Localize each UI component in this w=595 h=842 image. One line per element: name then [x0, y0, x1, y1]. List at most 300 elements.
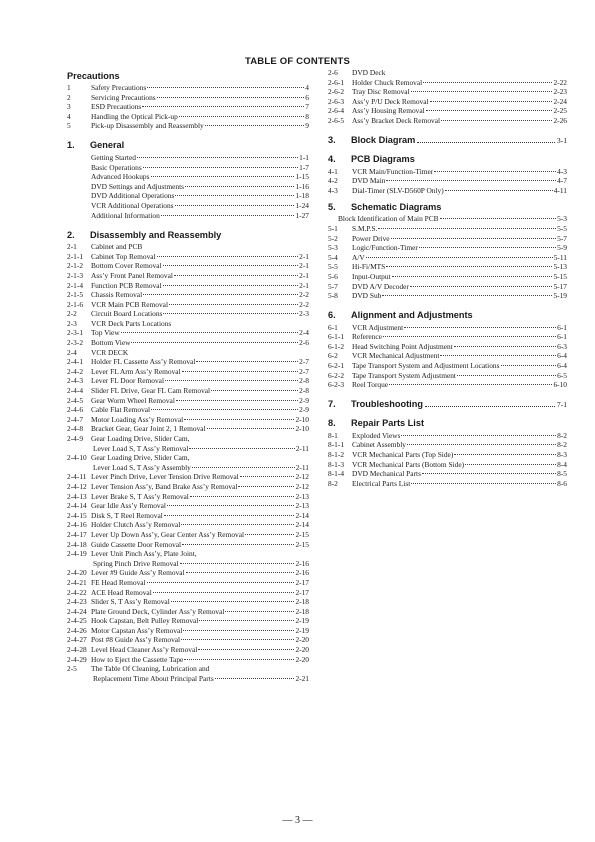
toc-entry[interactable] — [67, 674, 309, 684]
entry-title: Dial-Timer (SLV-D560P Only) — [352, 185, 444, 195]
entry-number: 5-5 — [328, 262, 338, 272]
toc-entry[interactable] — [67, 83, 309, 93]
entry-title: Cabinet Top Removal — [91, 251, 156, 261]
entry-page-number: 2-18 — [295, 606, 309, 616]
toc-entry[interactable] — [67, 511, 309, 521]
toc-entry[interactable] — [328, 282, 567, 292]
entry-number: 2-6-1 — [328, 77, 345, 87]
dot-leader — [238, 486, 294, 487]
entry-number: 2-4-16 — [67, 520, 87, 530]
section-number: 6. — [328, 310, 336, 321]
toc-entry[interactable] — [328, 342, 567, 352]
toc-section-heading[interactable] — [328, 397, 567, 412]
entry-number: 2-1-2 — [67, 261, 84, 271]
toc-entry[interactable] — [67, 281, 309, 291]
toc-entry[interactable] — [67, 616, 309, 626]
dot-leader — [417, 142, 555, 143]
entry-title: VCR Deck Parts Locations — [91, 318, 172, 328]
entry-page-number: 5-9 — [557, 243, 567, 253]
entry-title: The Table Of Cleaning, Lubrication and — [91, 664, 210, 674]
entry-title: Disk S, T Reel Removal — [91, 510, 163, 520]
toc-entry[interactable] — [67, 607, 309, 617]
toc-entry[interactable] — [67, 482, 309, 492]
entry-number: 8-1-1 — [328, 440, 345, 450]
section-title: Block Diagram — [351, 135, 416, 146]
entry-page-number: 1-24 — [295, 200, 309, 210]
toc-entry[interactable] — [67, 163, 309, 173]
entry-title: Lever Up Down Ass’y, Gear Center Ass’y Removal — [91, 529, 245, 539]
entry-number: 2-4-20 — [67, 568, 87, 578]
entry-title: DVD Additional Operations — [91, 191, 175, 201]
dot-leader — [410, 286, 553, 287]
toc-entry[interactable] — [67, 112, 309, 122]
toc-right-column — [328, 68, 567, 488]
dot-leader — [143, 294, 298, 295]
entry-title: Gear Worm Wheel Removal — [91, 395, 175, 405]
entry-page-number: 2-23 — [553, 87, 567, 97]
toc-entry[interactable] — [67, 153, 309, 163]
dot-leader — [215, 678, 295, 679]
toc-entry[interactable] — [328, 68, 567, 78]
entry-title: Lever FL Door Removal — [91, 376, 164, 386]
dot-leader — [382, 295, 552, 296]
section-number: 7. — [328, 399, 336, 410]
entry-title: Ass’y P/U Deck Removal — [352, 96, 429, 106]
dot-leader — [426, 110, 553, 111]
toc-entry[interactable] — [328, 224, 567, 234]
dot-leader — [366, 257, 553, 258]
dot-leader — [434, 171, 556, 172]
toc-entry[interactable] — [328, 78, 567, 88]
entry-number: 2-6-2 — [328, 87, 345, 97]
entry-page-number: 5-19 — [553, 291, 567, 301]
entry-title: Logic/Function-Timer — [352, 243, 418, 253]
entry-page-number: 4-7 — [557, 176, 567, 186]
dot-leader — [392, 276, 553, 277]
toc-entry[interactable] — [67, 492, 309, 502]
entry-title: VCR Mechanical Parts (Top Side) — [352, 450, 454, 460]
toc-entry[interactable] — [67, 501, 309, 511]
section-number: 8. — [328, 418, 336, 429]
dot-leader — [198, 649, 294, 650]
section-title: Repair Parts List — [351, 418, 425, 429]
entry-page-number: 2-1 — [299, 270, 309, 280]
toc-entry[interactable] — [328, 262, 567, 272]
dot-leader — [245, 534, 294, 535]
entry-page-number: 5-13 — [553, 262, 567, 272]
entry-page-number: 2-12 — [295, 481, 309, 491]
toc-entry[interactable] — [328, 106, 567, 116]
entry-page-number: 2-15 — [295, 539, 309, 549]
toc-entry[interactable] — [328, 450, 567, 460]
entry-title: Reel Torque — [352, 380, 389, 390]
section-number: 5. — [328, 201, 336, 212]
toc-entry[interactable] — [328, 371, 567, 381]
entry-page-number: 1-18 — [295, 191, 309, 201]
dot-leader — [147, 582, 295, 583]
entry-title: DVD Main — [352, 176, 386, 186]
dot-leader — [411, 91, 553, 92]
entry-page-number: 2-2 — [299, 299, 309, 309]
toc-entry[interactable] — [67, 645, 309, 655]
entry-page-number: 2-20 — [295, 654, 309, 664]
entry-title: Exploded Views — [352, 430, 401, 440]
entry-number: 2-4-25 — [67, 616, 87, 626]
entry-number: 4-1 — [328, 166, 338, 176]
toc-entry[interactable] — [67, 434, 309, 444]
entry-number: 6-1-2 — [328, 341, 345, 351]
entry-page-number: 6-3 — [557, 341, 567, 351]
toc-entry[interactable] — [67, 252, 309, 262]
entry-page-number: 2-11 — [295, 443, 309, 453]
entry-page-number: 2-17 — [295, 577, 309, 587]
entry-page-number: 2-21 — [295, 673, 309, 683]
section-spacer — [67, 131, 309, 138]
toc-entry[interactable] — [67, 568, 309, 578]
entry-number: 3 — [67, 102, 71, 112]
entry-page-number: 2-3 — [299, 309, 309, 319]
dot-leader — [180, 563, 295, 564]
toc-section-heading[interactable] — [67, 138, 309, 153]
toc-entry[interactable] — [67, 559, 309, 569]
entry-number: 8-1-3 — [328, 459, 345, 469]
toc-entry[interactable] — [67, 635, 309, 645]
entry-page-number: 2-4 — [299, 328, 309, 338]
dot-leader — [176, 400, 298, 401]
dot-leader — [422, 473, 556, 474]
entry-title: Replacement Time About Principal Parts — [93, 673, 214, 683]
entry-title: Lever Tension Ass’y, Band Brake Ass’y Removal — [91, 481, 238, 491]
entry-page-number: 6-10 — [553, 380, 567, 390]
toc-entry[interactable] — [67, 338, 309, 348]
entry-number: 2-4-21 — [67, 577, 87, 587]
entry-title: Additional Information — [91, 210, 160, 220]
dot-leader — [189, 448, 294, 449]
entry-page-number: 1-15 — [295, 172, 309, 182]
entry-page-number: 2-17 — [295, 587, 309, 597]
entry-page-number: 2-13 — [295, 501, 309, 511]
toc-entry[interactable] — [328, 234, 567, 244]
entry-title: Handling the Optical Pick-up — [91, 111, 178, 121]
entry-number: 2-4-2 — [67, 366, 84, 376]
toc-section-heading[interactable] — [67, 68, 309, 83]
entry-number: 2-4-14 — [67, 501, 87, 511]
toc-entry[interactable] — [67, 242, 309, 252]
dot-leader — [163, 285, 299, 286]
entry-number: 5-2 — [328, 233, 338, 243]
entry-title: Top View — [91, 328, 120, 338]
dot-leader — [179, 116, 304, 117]
entry-number: 6-2-1 — [328, 361, 345, 371]
entry-page-number: 1-27 — [295, 210, 309, 220]
toc-entry[interactable] — [328, 116, 567, 126]
toc-entry[interactable] — [328, 253, 567, 263]
toc-entry[interactable] — [67, 271, 309, 281]
entry-number: 2-4-1 — [67, 357, 84, 367]
toc-entry[interactable] — [67, 626, 309, 636]
entry-number: 5 — [67, 121, 71, 131]
dot-leader — [240, 476, 295, 477]
section-number: 3. — [328, 135, 336, 146]
entry-page-number: 5-7 — [557, 233, 567, 243]
section-title: Troubleshooting — [351, 399, 423, 410]
toc-section-heading[interactable] — [328, 133, 567, 148]
toc-entry[interactable] — [67, 211, 309, 221]
entry-page-number: 2-1 — [299, 280, 309, 290]
entry-title: Block Identification of Main PCB — [338, 214, 439, 224]
entry-title: Guide Cassette Door Removal — [91, 539, 182, 549]
entry-number: 2-4-26 — [67, 625, 87, 635]
entry-page-number: 8-3 — [557, 450, 567, 460]
entry-page-number: 2-16 — [295, 568, 309, 578]
entry-number: 2-4-8 — [67, 424, 84, 434]
section-title: Disassembly and Reassembly — [90, 229, 222, 240]
dot-leader — [404, 327, 556, 328]
entry-title: Hook Capstan, Belt Pulley Removal — [91, 616, 199, 626]
entry-page-number: 8-2 — [557, 430, 567, 440]
toc-entry[interactable] — [67, 530, 309, 540]
toc-entry[interactable] — [328, 332, 567, 342]
entry-number: 5-7 — [328, 281, 338, 291]
entry-title: DVD A/V Decoder — [352, 281, 409, 291]
entry-number: 2-4-6 — [67, 405, 84, 415]
toc-entry[interactable] — [67, 405, 309, 415]
entry-title: Slider FL Drive, Gear FL Cam Removal — [91, 386, 211, 396]
entry-number: 2-6 — [328, 68, 338, 77]
entry-title: Getting Started — [91, 152, 136, 162]
dot-leader — [171, 601, 295, 602]
dot-leader — [465, 464, 556, 465]
toc-entry[interactable] — [67, 472, 309, 482]
toc-entry[interactable] — [67, 102, 309, 112]
entry-number: 2-4-27 — [67, 635, 87, 645]
toc-entry[interactable] — [328, 380, 567, 390]
entry-page-number: 2-6 — [299, 338, 309, 348]
toc-entry[interactable] — [67, 93, 309, 103]
dot-leader — [163, 265, 299, 266]
toc-section-heading[interactable] — [328, 152, 567, 167]
entry-number: 2-4-7 — [67, 414, 84, 424]
entry-page-number: 6-1 — [557, 332, 567, 342]
toc-entry[interactable] — [328, 167, 567, 177]
entry-title: A/V — [352, 252, 365, 262]
toc-section-heading[interactable] — [328, 308, 567, 323]
toc-entry[interactable] — [67, 261, 309, 271]
entry-title: Electrical Parts List — [352, 478, 411, 488]
toc-entry[interactable] — [328, 272, 567, 282]
entry-title: Ass’y Front Panel Removal — [91, 270, 173, 280]
toc-entry[interactable] — [67, 319, 309, 329]
dot-leader — [454, 346, 556, 347]
dot-leader — [175, 205, 295, 206]
entry-title: DVD Settings and Adjustments — [91, 181, 184, 191]
entry-title: Pick-up Disassembly and Reassembly — [91, 121, 204, 131]
toc-entry[interactable] — [67, 309, 309, 319]
entry-title: DVD Mechanical Parts — [352, 469, 421, 479]
dot-leader — [184, 659, 294, 660]
dot-leader — [423, 82, 552, 83]
toc-entry[interactable] — [67, 655, 309, 665]
entry-title: DVD Deck — [352, 68, 386, 77]
toc-entry[interactable] — [67, 453, 309, 463]
toc-entry[interactable] — [67, 424, 309, 434]
entry-page-number: 8 — [305, 111, 309, 121]
entry-title: Hi-Fi/MTS — [352, 262, 386, 272]
toc-entry[interactable] — [328, 460, 567, 470]
toc-entry[interactable] — [67, 300, 309, 310]
toc-left-column — [67, 68, 309, 683]
toc-entry[interactable] — [67, 396, 309, 406]
toc-entry[interactable] — [67, 191, 309, 201]
entry-page-number: 9 — [305, 121, 309, 131]
toc-entry[interactable] — [67, 549, 309, 559]
toc-entry[interactable] — [328, 479, 567, 489]
entry-title: Function PCB Removal — [91, 280, 162, 290]
toc-entry[interactable] — [328, 243, 567, 253]
entry-title: Circuit Board Locations — [91, 309, 163, 319]
toc-entry[interactable] — [67, 328, 309, 338]
section-number: 4. — [328, 154, 336, 165]
entry-page-number: 2-9 — [299, 395, 309, 405]
entry-number: 2-4-9 — [67, 434, 84, 443]
entry-title: Post #8 Guide Ass’y Removal — [91, 635, 181, 645]
entry-title: Spring Pinch Drive Removal — [93, 558, 179, 568]
toc-section-heading[interactable] — [328, 416, 567, 431]
entry-title: VCR Additional Operations — [91, 200, 174, 210]
toc-entry[interactable] — [67, 597, 309, 607]
entry-number: 2-6-5 — [328, 115, 345, 125]
entry-number: 6-2-2 — [328, 370, 345, 380]
toc-entry[interactable] — [67, 121, 309, 131]
entry-title: Bottom Cover Removal — [91, 261, 162, 271]
entry-number: 2-4-29 — [67, 654, 87, 664]
entry-title: Cabinet and PCB — [91, 242, 143, 252]
toc-entry[interactable] — [328, 291, 567, 301]
dot-leader — [196, 361, 298, 362]
toc-entry[interactable] — [328, 87, 567, 97]
toc-entry[interactable] — [67, 520, 309, 530]
toc-entry[interactable] — [67, 540, 309, 550]
entry-title: VCR Adjustment — [352, 322, 404, 332]
dot-leader — [143, 167, 298, 168]
toc-entry[interactable] — [67, 444, 309, 454]
toc-entry[interactable] — [328, 440, 567, 450]
entry-page-number: 5-11 — [553, 252, 567, 262]
toc-entry[interactable] — [328, 351, 567, 361]
entry-page-number: 2-16 — [295, 558, 309, 568]
section-title: General — [90, 140, 125, 151]
entry-title: Cabinet Assembly — [352, 440, 406, 450]
entry-number: 4 — [67, 111, 71, 121]
toc-entry[interactable] — [328, 214, 567, 224]
dot-leader — [389, 384, 552, 385]
entry-title: Plate Ground Deck, Cylinder Ass’y Removal — [91, 606, 225, 616]
entry-page-number: 2-7 — [299, 366, 309, 376]
entry-title: Head Switching Point Adjustment — [352, 341, 453, 351]
entry-number: 2-4-24 — [67, 606, 87, 616]
page-title: TABLE OF CONTENTS — [244, 56, 351, 67]
toc-entry[interactable] — [328, 323, 567, 333]
toc-entry[interactable] — [67, 182, 309, 192]
entry-page-number: 2-14 — [295, 520, 309, 530]
dot-leader — [182, 544, 294, 545]
toc-entry[interactable] — [328, 361, 567, 371]
entry-number: 4-3 — [328, 185, 338, 195]
entry-title: Chassis Removal — [91, 290, 143, 300]
toc-entry[interactable] — [328, 469, 567, 479]
entry-page-number: 7 — [305, 102, 309, 112]
dot-leader — [181, 524, 294, 525]
entry-page-number: 2-1 — [299, 251, 309, 261]
entry-number: 2-4 — [67, 347, 77, 357]
entry-page-number: 1-1 — [299, 152, 309, 162]
toc-entry[interactable] — [328, 97, 567, 107]
dot-leader — [401, 435, 556, 436]
toc-entry[interactable] — [67, 376, 309, 386]
toc-entry[interactable] — [67, 367, 309, 377]
toc-entry[interactable] — [67, 588, 309, 598]
toc-entry[interactable] — [67, 201, 309, 211]
entry-title: Slider S, T Ass’y Removal — [91, 597, 170, 607]
toc-entry[interactable] — [67, 290, 309, 300]
dot-leader — [205, 125, 305, 126]
entry-page-number: 6 — [305, 92, 309, 102]
entry-number: 2-4-10 — [67, 453, 87, 463]
entry-page-number: 2-20 — [295, 635, 309, 645]
toc-entry[interactable] — [328, 186, 567, 196]
toc-entry[interactable] — [67, 415, 309, 425]
dot-leader — [121, 332, 298, 333]
entry-number: 2-4-11 — [67, 472, 87, 482]
entry-title: FE Head Removal — [91, 577, 146, 587]
dot-leader — [391, 238, 557, 239]
dot-leader — [440, 355, 556, 356]
entry-number: 6-1-1 — [328, 332, 345, 342]
entry-page-number: 2-14 — [295, 510, 309, 520]
entry-title: Ass’y Housing Removal — [352, 106, 425, 116]
entry-page-number: 2-9 — [299, 405, 309, 415]
section-title: PCB Diagrams — [351, 154, 415, 165]
entry-page-number: 2-20 — [295, 645, 309, 655]
entry-number: 8-1-4 — [328, 469, 345, 479]
toc-entry[interactable] — [67, 172, 309, 182]
toc-entry[interactable] — [67, 348, 309, 358]
entry-number: 2-2 — [67, 309, 77, 319]
entry-title: VCR Main/Function-Timer — [352, 166, 434, 176]
entry-title: Holder FL Cassette Ass’y Removal — [91, 357, 196, 367]
toc-section-heading[interactable] — [328, 199, 567, 214]
toc-entry[interactable] — [67, 463, 309, 473]
toc-entry[interactable] — [328, 176, 567, 186]
dot-leader — [411, 483, 556, 484]
entry-title: Lever FL Arm Ass’y Removal — [91, 366, 181, 376]
toc-entry[interactable] — [67, 357, 309, 367]
entry-number: 2-4-28 — [67, 645, 87, 655]
toc-entry[interactable] — [67, 578, 309, 588]
dot-leader — [184, 419, 294, 420]
section-title: Precautions — [67, 70, 120, 81]
dot-leader — [169, 304, 298, 305]
toc-entry[interactable] — [328, 431, 567, 441]
dot-leader — [163, 313, 298, 314]
section-spacer — [328, 390, 567, 397]
entry-number: 2-6-4 — [328, 106, 345, 116]
toc-entry[interactable] — [67, 664, 309, 674]
toc-entry[interactable] — [67, 386, 309, 396]
entry-title: Input-Output — [352, 271, 391, 281]
toc-section-heading[interactable] — [67, 227, 309, 242]
dot-leader — [211, 390, 298, 391]
